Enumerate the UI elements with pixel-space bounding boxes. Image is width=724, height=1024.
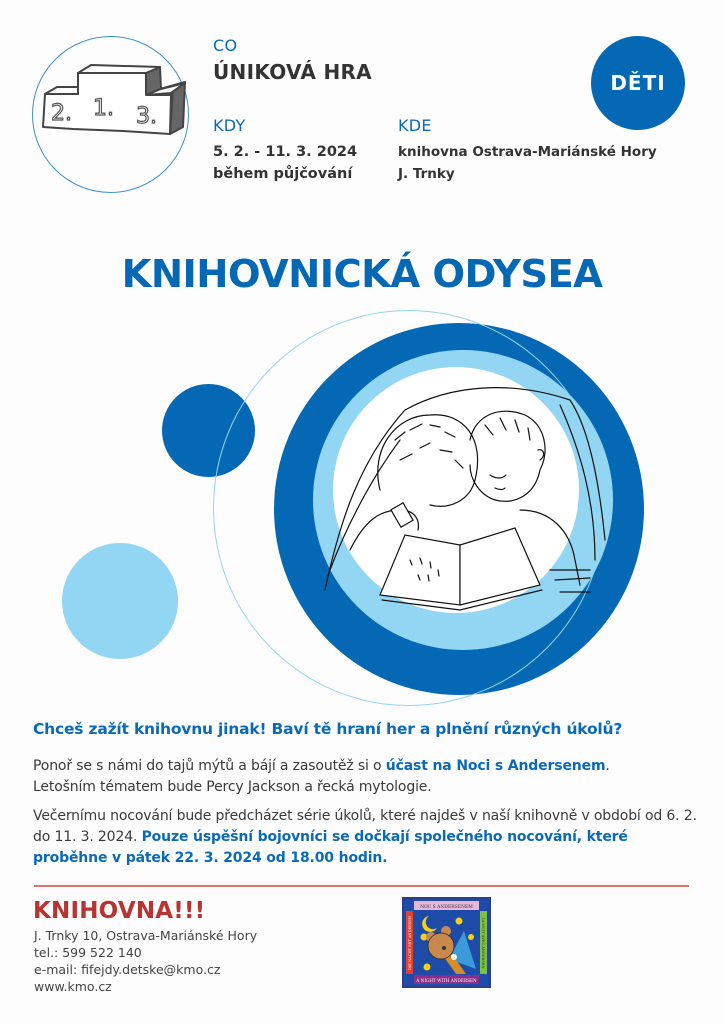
co-value: ÚNIKOVÁ HRA — [213, 60, 372, 84]
podium-label-2: 2. — [51, 101, 72, 126]
kdy-date: 5. 2. - 11. 3. 2024 — [213, 144, 358, 160]
paragraph-1-end: . — [605, 758, 610, 774]
footer-divider — [34, 885, 689, 887]
paragraph-1 — [33, 756, 703, 798]
paragraph-2-text: Večernímu nocování bude předcházet série úkolů, které najdeš v naší knihovně v období od 6. 2. do 11. 3. 2024. — [33, 808, 697, 845]
headline: Chceš zažít knihovnu jinak! Baví tě hraní her a plnění různých úkolů? — [33, 720, 623, 738]
logo-top-text: NOC S ANDERSENEM — [420, 905, 473, 910]
decor-circle-light-small — [62, 543, 178, 659]
podium-label-3: 3. — [136, 104, 157, 129]
footer-email[interactable]: e-mail: fifejdy.detske@kmo.cz — [34, 962, 221, 977]
footer-phone: tel.: 599 522 140 — [34, 945, 142, 960]
page-title: KNIHOVNICKÁ ODYSEA — [121, 252, 603, 297]
logo-left-text: DIE NACHT MIT ANDERSEN — [408, 915, 412, 971]
podium-icon — [33, 37, 188, 192]
logo-right-text: LA NUIT AVEC ANDERSEN — [481, 917, 485, 969]
logo-bottom-text: A NIGHT WITH ANDERSEN — [416, 978, 477, 983]
kde-street: J. Trnky — [398, 166, 455, 182]
andersen-bear-icon — [404, 899, 489, 986]
audience-badge: DĚTI — [591, 36, 685, 130]
children-reading-illustration — [310, 370, 610, 615]
noc-s-andersenem-logo — [402, 897, 491, 988]
paragraph-2-highlight: Pouze úspěšní bojovníci se dočkají společného nocování, které proběhne v pátek 22. 3. 2024 od 18.00 hodin. — [33, 829, 628, 866]
kde-label: KDE — [398, 116, 432, 135]
paragraph-1-line2: Letošním tématem bude Percy Jackson a řecká mytologie. — [33, 779, 432, 795]
kde-place: knihovna Ostrava-Mariánské Hory — [398, 144, 657, 160]
paragraph-1-highlight: účast na Noci s Andersenem — [385, 758, 606, 774]
podium-label-1: 1. — [93, 96, 114, 121]
paragraph-1-text: Ponoř se s námi do tajů mýtů a bájí a zasoutěž si o — [33, 758, 386, 774]
kdy-label: KDY — [213, 116, 246, 135]
footer-brand: KNIHOVNA!!! — [33, 898, 206, 924]
kdy-note: během půjčování — [213, 166, 353, 182]
co-label: CO — [213, 36, 238, 55]
podium-illustration — [32, 36, 189, 193]
footer-address: J. Trnky 10, Ostrava-Mariánské Hory — [34, 928, 258, 943]
footer-web[interactable]: www.kmo.cz — [34, 979, 112, 994]
paragraph-2 — [33, 806, 698, 869]
